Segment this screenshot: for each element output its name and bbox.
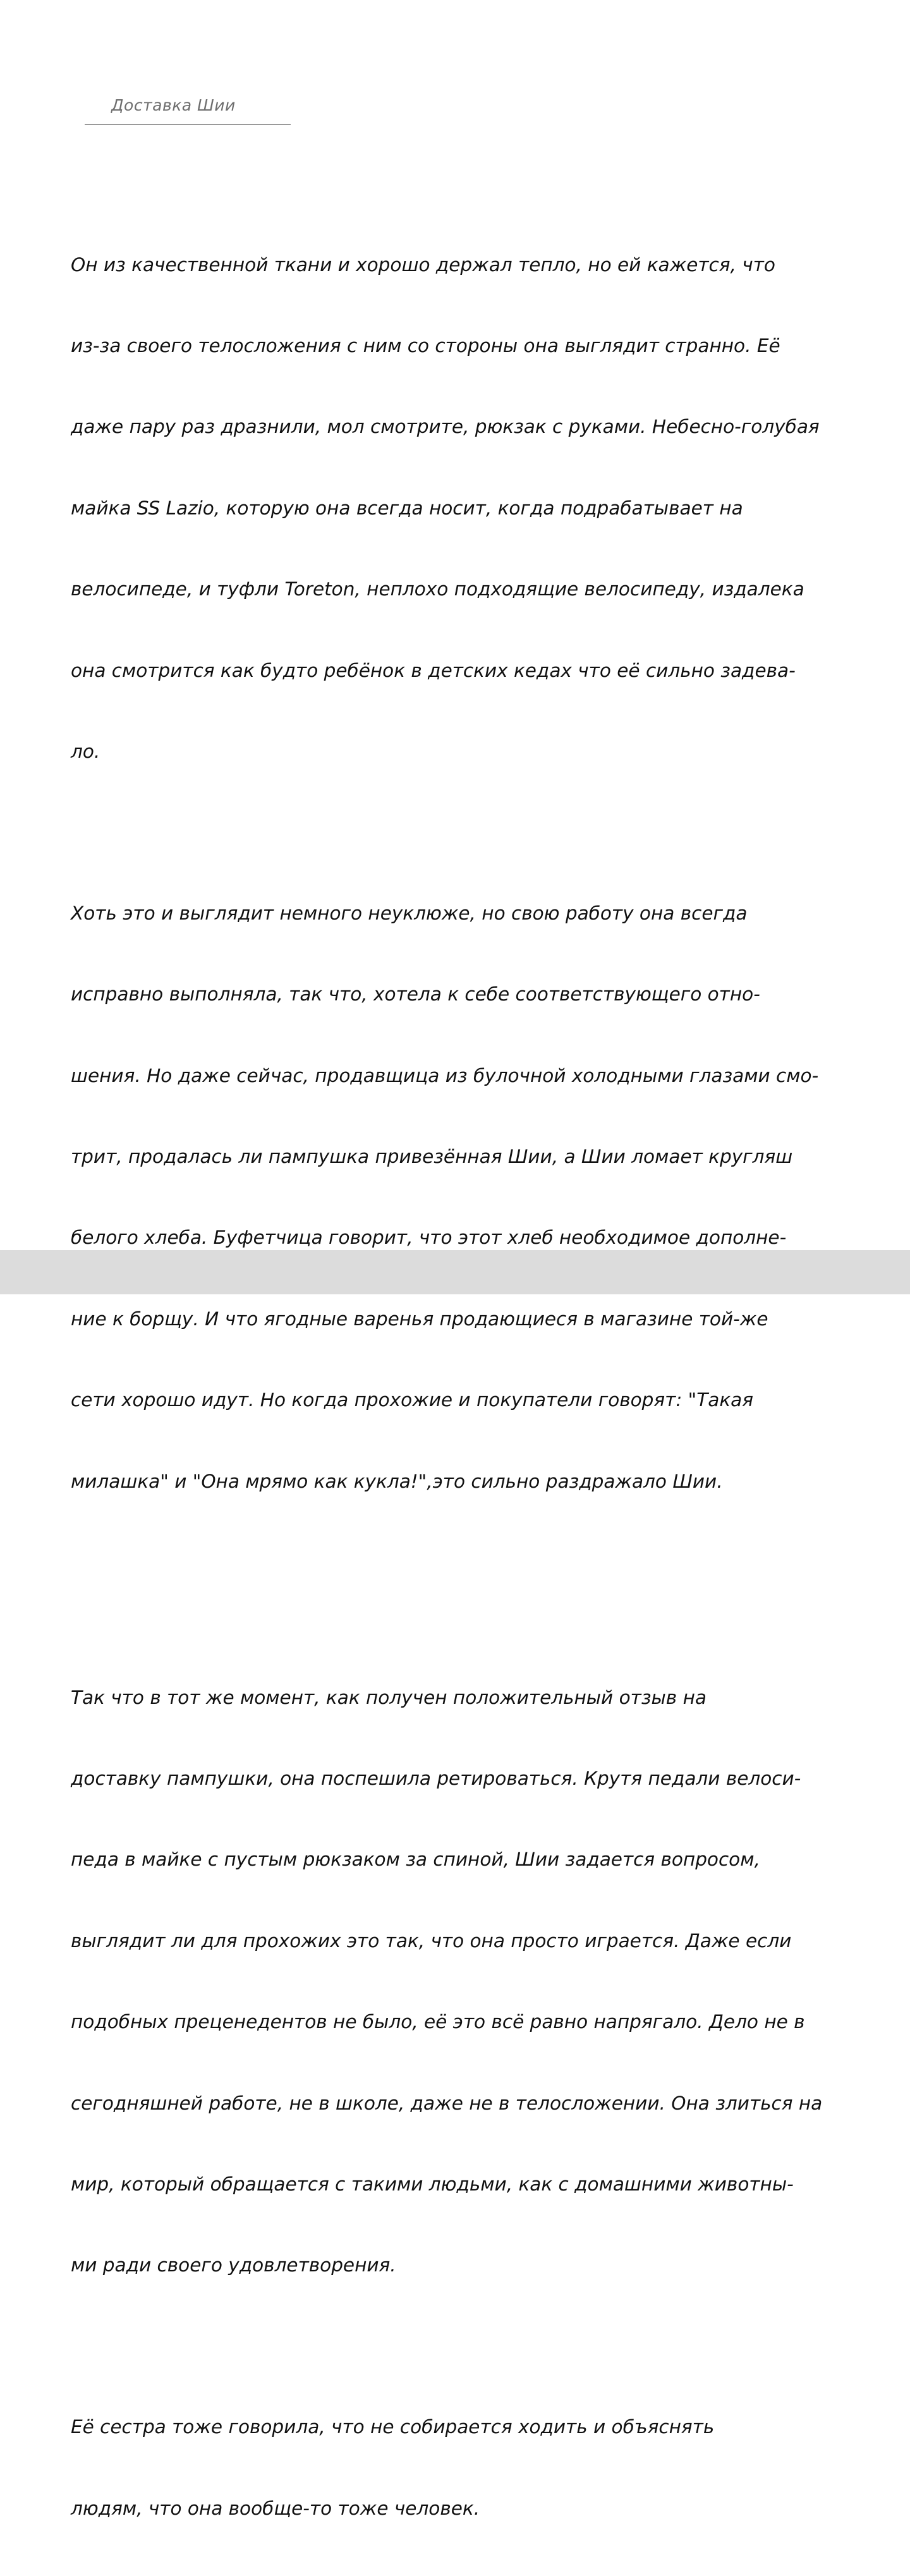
text-line: даже пару раз дразнили, мол смотрите, рюкзак с руками. Небесно-голубая xyxy=(71,416,820,438)
text-line: майка SS Lazio, которую она всегда носит, когда подрабатывает на xyxy=(71,497,743,519)
page-header xyxy=(85,96,291,125)
text-line: исправно выполняла, так что, хотела к себе соответствующего отно- xyxy=(71,983,760,1005)
paragraph-1 xyxy=(64,197,862,819)
text-line: из-за своего телосложения с ним со стороны она выглядит странно. Её xyxy=(71,334,780,356)
text-line: Так что в тот же момент, как получен положительный отзыв на xyxy=(71,1686,707,1708)
text-line: людям, что она вообще-то тоже человек. xyxy=(71,2497,480,2519)
paragraph-spacer xyxy=(64,819,862,846)
text-line: шения. Но даже сейчас, продавщица из булочной холодными глазами смо- xyxy=(71,1064,819,1086)
text-line: сегодняшней работе, не в школе, даже не в телосложении. Она злиться на xyxy=(71,2092,823,2114)
text-line: ло. xyxy=(71,740,100,762)
paragraph-2 xyxy=(64,846,862,1549)
paragraph-spacer xyxy=(64,1549,862,1630)
text-line: милашка" и "Она мрямо как кукла!",это сильно раздражало Шии. xyxy=(71,1470,723,1492)
paragraph-spacer xyxy=(64,2333,862,2360)
text-line: ние к борщу. И что ягодные варенья продающиеся в магазине той-же xyxy=(71,1308,768,1330)
text-line: подобных преценедентов не было, её это всё равно напрягало. Дело не в xyxy=(71,2011,805,2033)
text-line: трит, продалась ли пампушка привезённая Шии, а Шии ломает кругляш xyxy=(71,1146,793,1168)
paragraph-3 xyxy=(64,1630,862,2333)
text-line: она смотрится как будто ребёнок в детских кедах что её сильно задева- xyxy=(71,659,796,681)
text-line: Хоть это и выглядит немного неуклюже, но свою работу она всегда xyxy=(71,902,748,924)
text-line: велосипеде, и туфли Toreton, неплохо подходящие велосипеду, издалека xyxy=(71,578,804,600)
text-line: ми ради своего удовлетворения. xyxy=(71,2254,396,2276)
paragraph-4 xyxy=(64,2360,862,2576)
text-line: педа в майке с пустым рюкзаком за спиной, Шии задается вопросом, xyxy=(71,1849,760,1871)
footer-bar xyxy=(0,1250,910,1294)
text-line: сети хорошо идут. Но когда прохожие и покупатели говорят: "Такая xyxy=(71,1389,753,1411)
header-title: Доставка Шии xyxy=(111,96,236,114)
text-line: выглядит ли для прохожих это так, что она просто играется. Даже если xyxy=(71,1929,792,1952)
document-body xyxy=(64,197,862,2576)
text-line: мир, который обращается с такими людьми, как с домашними животны- xyxy=(71,2173,794,2195)
text-line: доставку пампушки, она поспешила ретироваться. Крутя педали велоси- xyxy=(71,1768,801,1790)
text-line: Он из качественной ткани и хорошо держал тепло, но ей кажется, что xyxy=(71,253,775,276)
text-line: белого хлеба. Буфетчица говорит, что этот хлеб необходимое дополне- xyxy=(71,1227,787,1249)
text-line: Её сестра тоже говорила, что не собирается ходить и объяснять xyxy=(71,2416,715,2438)
